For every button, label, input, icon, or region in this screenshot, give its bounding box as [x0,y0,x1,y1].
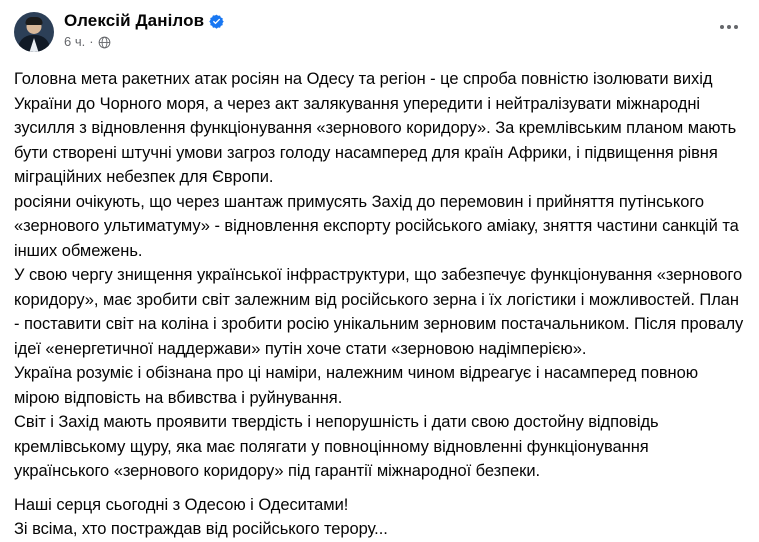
post-paragraph: У свою чергу знищення української інфраструктури, що забезпечує функціонування «зернового коридору», має зробити світ залежним від російського зерна і їх логістики і можливостей. План - поставити світ на коліна і зробити росію унікальним зерновим постачальником. Після провалу ідеї «енергетичної наддержави» путін хоче стати «зерновою надімперією». [14,266,744,358]
post-paragraph: росіяни очікують, що через шантаж примусять Захід до перемовин і прийняття путінського «зернового ультиматуму» - відновлення експорту російського аміаку, зняття частини санкцій та інших обмежень. [14,192,739,260]
post-paragraph: Україна розуміє і обізнана про ці наміри, належним чином відреагує і насамперед повною мірою відповість на вбивства і руйнування. [14,364,699,407]
verified-badge-icon [209,14,224,29]
globe-icon[interactable] [98,36,111,49]
dot [734,25,738,29]
dot [727,25,731,29]
dot [720,25,724,29]
post-meta [64,34,224,50]
post-header-text [64,10,224,50]
avatar-hair [26,17,43,25]
post-paragraph: Наші серця сьогодні з Одесою і Одеситами! [14,495,349,514]
avatar[interactable] [14,12,54,52]
paragraph-spacer [14,484,745,493]
author-row [64,11,224,31]
meta-separator: · [89,34,94,49]
author-name[interactable]: Олексій Данілов [64,11,205,30]
post-paragraph: Світ і Захід мають проявити твердість і непорушність і дати свою достойну відповідь кремлівському щуру, яка має полягати у повноцінному відновленні функціонування українського «зернового коридору» під гарантії міжнародної безпеки. [14,413,659,480]
post-paragraph: Зі всіма, хто постраждав від російського терору... [14,520,388,538]
post-header [14,10,745,60]
post-content [14,67,745,542]
more-options-icon[interactable] [715,16,743,38]
post-paragraph: Головна мета ракетних атак росіян на Одесу та регіон - це спроба повністю ізолювати вихід України до Чорного моря, а через акт залякування упередити і нейтралізувати міжнародні зусилля з відновлення функціонування «зернового коридору». За кремлівським планом мають бути створені штучні умови загроз голоду насамперед для країн Африки, і підвищення рівня міграційних небезпек для Європи. [14,70,737,186]
post-timestamp[interactable]: 6 ч. [64,34,86,49]
